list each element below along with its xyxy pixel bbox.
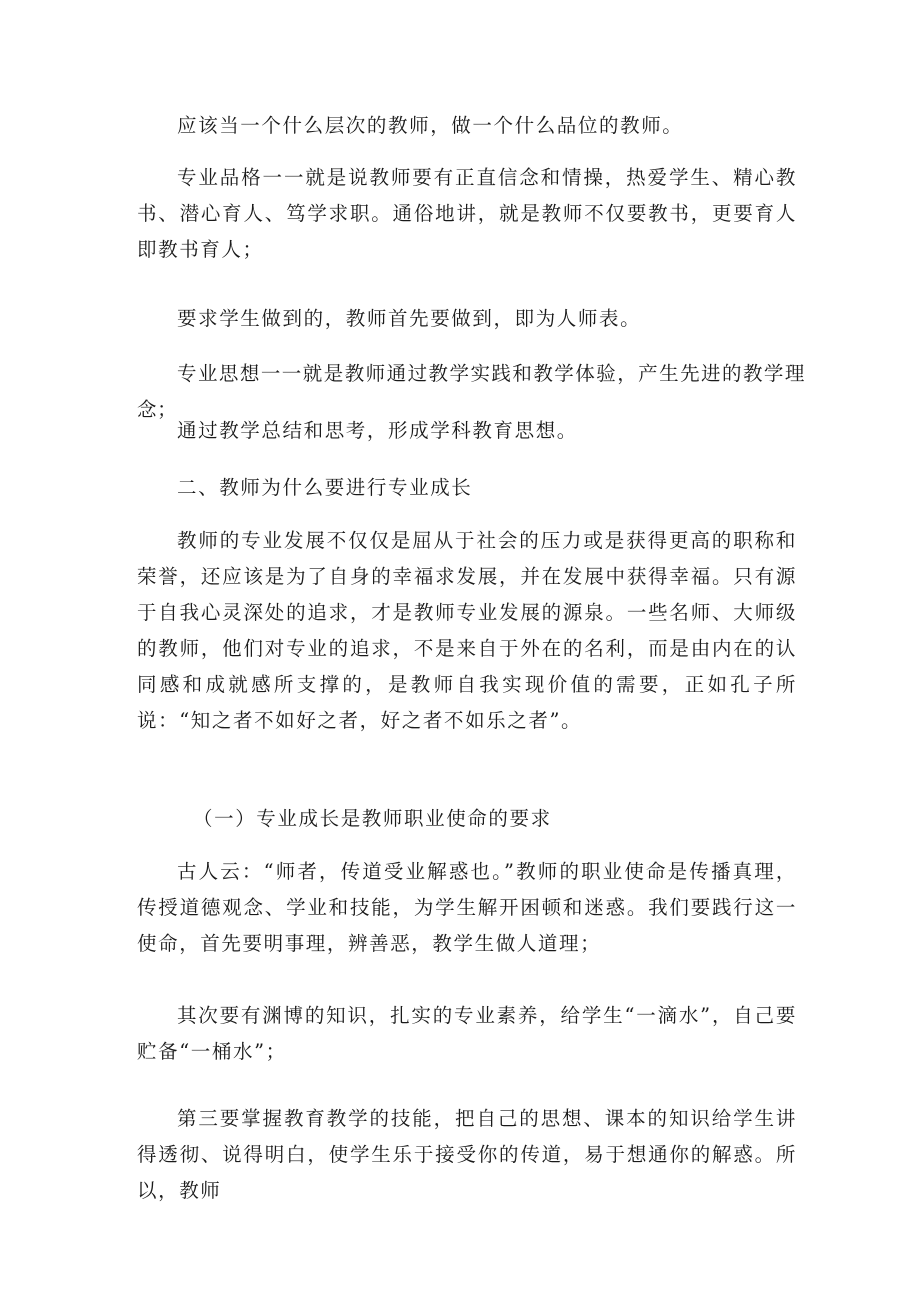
paragraph-7: 古人云：“师者，传道受业解惑也。”教师的职业使命是传播真理，传授道德观念、学业和技能，为学生解开困顿和迷惑。我们要践行这一使命，首先要明事理，辨善恶，教学生做人道理； (137, 860, 797, 955)
paragraph-1: 应该当一个什么层次的教师，做一个什么品位的教师。 (177, 114, 684, 137)
paragraph-8: 其次要有渊博的知识，扎实的专业素养，给学生“一滴水”，自己要贮备“一桶水”； (137, 1004, 797, 1063)
paragraph-4: 专业思想一一就是教师通过教学实践和教学体验，产生先进的教学理念； (137, 362, 805, 421)
paragraph-6: 教师的专业发展不仅仅是屈从于社会的压力或是获得更高的职称和荣誉，还应该是为了自身的幸福求发展，并在发展中获得幸福。只有源于自我心灵深处的追求，才是教师专业发展的源泉。一些名师、大师级的教师，他们对专业的追求，不是来自于外在的名利，而是由内在的认同感和成就感所支撑的，是教师自我实现价值的需要，正如孔子所说：“知之者不如好之者，好之者不如乐之者”。 (137, 529, 797, 732)
paragraph-9: 第三要掌握教育教学的技能，把自己的思想、课本的知识给学生讲得透彻、说得明白，使学生乐于接受你的传道，易于想通你的解惑。所以，教师 (137, 1107, 797, 1202)
paragraph-3: 要求学生做到的，教师首先要做到，即为人师表。 (177, 307, 642, 330)
paragraph-5: 通过教学总结和思考，形成学科教育思想。 (177, 419, 578, 442)
section-heading-2: 二、教师为什么要进行专业成长 (177, 476, 473, 499)
subsection-heading-1: （一）专业成长是教师职业使命的要求 (193, 807, 552, 830)
paragraph-2: 专业品格一一就是说教师要有正直信念和情操，热爱学生、精心教书、潜心育人、笃学求职。通俗地讲，就是教师不仅要教书，更要育人即教书育人； (137, 166, 797, 261)
